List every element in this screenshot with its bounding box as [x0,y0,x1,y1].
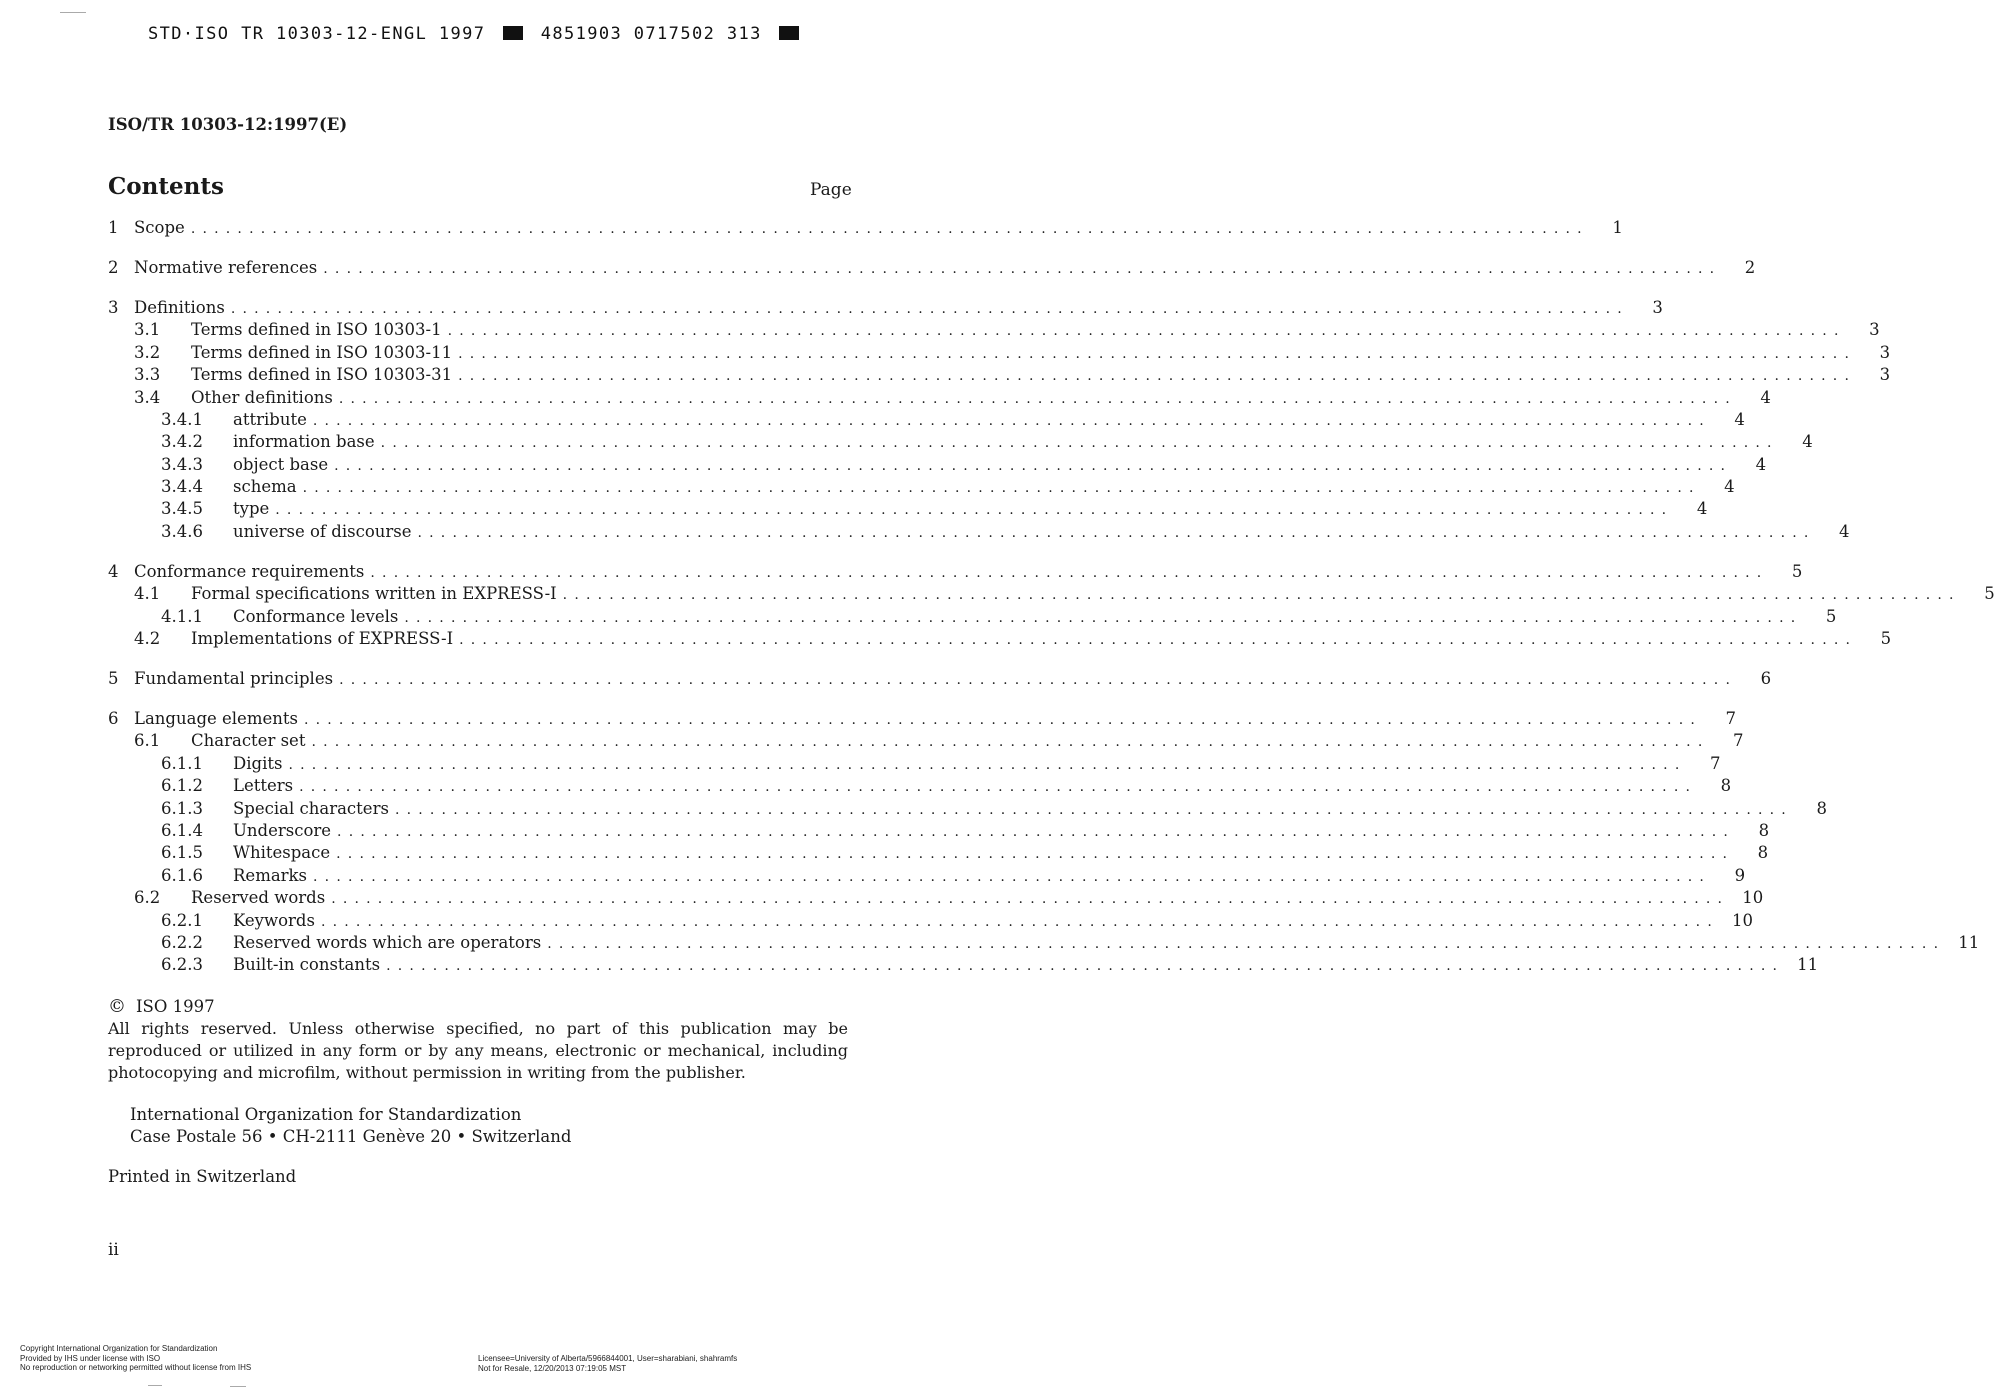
toc-title: object base [233,454,329,474]
toc-title: Special characters [233,798,389,818]
toc-title: Keywords [233,910,315,930]
toc-page: 5 [1791,561,1803,581]
toc-number: 6.1 [134,731,161,751]
copyright-symbol-icon: © [108,996,126,1017]
toc-page: 3 [1869,320,1880,340]
dot-leader: ........................................................................................................................ [394,801,1793,818]
dot-leader: ........................................................................................................................ [190,221,1589,237]
toc-title: Whitespace [233,843,331,863]
toc-entry[interactable] [108,910,1753,932]
table-of-contents [108,217,1995,977]
dot-leader: ........................................................................................................................ [380,435,1779,452]
toc-entry[interactable] [108,775,1732,797]
toc-entry[interactable] [108,606,1837,628]
dot-leader: ........................................................................................................................ [417,524,1816,541]
toc-entry[interactable] [108,954,1819,976]
toc-number: 6 [108,709,119,728]
toc-title: Letters [233,776,294,796]
toc-title: Other definitions [191,387,333,407]
toc-entry[interactable] [108,387,1771,409]
toc-page: 4 [1734,409,1745,429]
page-column-label: Page [810,180,852,200]
toc-number: 3.4.6 [161,521,203,541]
toc-entry[interactable] [108,498,1708,520]
toc-page: 3 [1879,365,1891,385]
toc-entry[interactable] [108,431,1813,453]
toc-number: 6.2.2 [161,932,203,952]
dot-leader: ........................................................................................................................ [312,412,1711,429]
toc-number: 3.4 [134,387,161,407]
dot-leader: ........................................................................................................................ [458,345,1857,362]
dot-leader: ........................................................................................................................ [313,868,1712,885]
dot-leader: ........................................................................................................................ [459,632,1858,649]
toc-entry[interactable] [108,319,1880,341]
toc-title: Scope [134,218,185,237]
dot-leader: ........................................................................................................................ [339,672,1738,689]
header-stamp [148,24,805,44]
toc-title: Conformance levels [233,606,399,626]
toc-number: 5 [108,669,119,689]
toc-page: 8 [1720,776,1732,796]
toc-title: Terms defined in ISO 10303-11 [191,342,453,362]
dot-leader: ........................................................................................................................ [547,935,1946,952]
toc-entry[interactable] [108,628,1892,650]
dot-leader: ........................................................................................................................ [447,323,1846,340]
toc-entry[interactable] [108,798,1827,820]
toc-title: Terms defined in ISO 10303-31 [191,365,453,385]
dot-leader: ........................................................................................................................ [562,587,1961,604]
footer-line: Licensee=University of Alberta/5966844001, User=sharabiani, shahramfs [478,1354,738,1363]
toc-number: 3.4.5 [161,499,203,519]
toc-page: 7 [1709,753,1721,773]
toc-entry[interactable] [108,887,1764,909]
footer-line: Provided by IHS under license with ISO [20,1353,161,1363]
toc-entry[interactable] [108,668,1772,690]
toc-number: 6.1.5 [161,843,203,863]
toc-page: 10 [1742,888,1764,908]
toc-entry[interactable] [108,297,1663,319]
toc-page: 11 [1797,955,1819,975]
toc-page: 4 [1755,454,1767,474]
toc-entry[interactable] [108,753,1721,775]
organization-block [130,1104,571,1148]
toc-title: universe of discourse [233,521,412,541]
dot-leader: ........................................................................................................................ [275,502,1674,519]
printed-in: Printed in Switzerland [108,1167,297,1186]
toc-number: 2 [108,257,119,277]
dot-leader: ........................................................................................................................ [320,913,1719,930]
toc-page: 4 [1724,477,1735,497]
dot-leader: ........................................................................................................................ [334,457,1733,474]
toc-title: schema [233,477,297,497]
toc-entry[interactable] [108,730,1744,752]
footer-line: Copyright International Organization for Standardization [20,1344,218,1353]
toc-number: 6.2.3 [161,955,203,975]
toc-page: 7 [1725,709,1736,728]
toc-entry[interactable] [108,342,1891,364]
toc-page: 7 [1732,731,1744,751]
toc-number: 4.1.1 [161,606,203,626]
toc-entry[interactable] [108,217,1623,239]
toc-entry[interactable] [108,257,1756,279]
toc-number: 3 [108,297,119,317]
dot-leader: ........................................................................................................................ [299,779,1698,796]
toc-title: Definitions [134,297,225,317]
page-number: ii [108,1240,119,1260]
toc-entry[interactable] [108,842,1769,864]
toc-page: 5 [1825,606,1837,626]
dot-leader: ........................................................................................................................ [331,891,1730,908]
copyright-holder: ISO 1997 [136,997,215,1016]
dot-leader: ........................................................................................................................ [311,734,1710,751]
contents-title: Contents [108,173,224,200]
toc-page: 4 [1696,499,1708,519]
toc-page: 6 [1760,669,1772,689]
toc-page: 4 [1802,432,1813,452]
toc-page: 4 [1839,521,1850,541]
toc-title: Remarks [233,865,308,885]
document-id: ISO/TR 10303-12:1997(E) [108,115,348,134]
toc-page: 10 [1731,910,1753,930]
toc-title: attribute [233,409,307,429]
toc-title: Digits [233,753,283,773]
footer-license-left [20,1344,251,1373]
toc-page: 3 [1879,342,1891,362]
toc-title: information base [233,432,375,452]
organization-name: International Organization for Standardization [130,1105,522,1124]
toc-title: Reserved words [191,888,326,908]
toc-title: type [233,499,270,519]
stamp-left-text: STD·ISO TR 10303-12-ENGL 1997 [148,24,486,44]
toc-number: 6.1.1 [161,753,203,773]
toc-number: 6.1.4 [161,820,203,840]
toc-number: 3.1 [134,320,161,340]
toc-title: Fundamental principles [134,669,334,689]
toc-number: 3.4.3 [161,454,203,474]
dot-leader: ........................................................................................................................ [230,300,1629,317]
toc-number: 6.1.2 [161,776,203,796]
dot-leader: ........................................................................................................................ [404,609,1803,626]
toc-page: 1 [1612,218,1623,237]
toc-number: 4.2 [134,629,161,649]
toc-number: 6.2 [134,888,161,908]
toc-page: 5 [1880,629,1892,649]
toc-page: 4 [1760,387,1771,407]
stamp-block-mark [779,26,799,40]
scan-speck [230,1386,246,1387]
dot-leader: ........................................................................................................................ [303,712,1702,728]
toc-number: 4.1 [134,584,161,604]
toc-entry[interactable] [108,476,1735,498]
toc-entry[interactable] [108,454,1767,476]
toc-title: Implementations of EXPRESS-I [191,629,454,649]
toc-page: 8 [1816,798,1827,818]
footer-line: Not for Resale, 12/20/2013 07:19:05 MST [478,1363,627,1373]
dot-leader: ........................................................................................................................ [302,480,1701,497]
dot-leader: ........................................................................................................................ [370,564,1769,581]
toc-entry[interactable] [108,521,1850,543]
dot-leader: ........................................................................................................................ [386,958,1785,975]
scan-speck [148,1385,162,1386]
organization-address: Case Postale 56 • CH-2111 Genève 20 • Switzerland [130,1127,572,1146]
toc-entry[interactable] [108,364,1891,386]
toc-number: 3.4.4 [161,477,203,497]
toc-entry[interactable] [108,561,1803,583]
copyright-line [108,996,215,1017]
toc-entry[interactable] [108,708,1736,730]
toc-title: Character set [191,731,306,751]
stamp-block-mark [503,26,523,40]
dot-leader: ........................................................................................................................ [323,260,1722,277]
toc-number: 3.3 [134,365,161,385]
dot-leader: ........................................................................................................................ [338,390,1737,407]
toc-entry[interactable] [108,583,1995,605]
toc-number: 3.2 [134,342,161,362]
toc-number: 3.4.2 [161,432,203,452]
dot-leader: ........................................................................................................................ [288,756,1687,773]
toc-title: Conformance requirements [134,561,365,581]
dot-leader: ........................................................................................................................ [337,823,1736,840]
toc-title: Language elements [134,709,298,728]
toc-number: 6.2.1 [161,910,203,930]
toc-number: 6.1.3 [161,798,203,818]
toc-page: 11 [1958,932,1980,952]
toc-title: Terms defined in ISO 10303-1 [191,320,442,340]
toc-title: Underscore [233,820,332,840]
toc-title: Normative references [134,257,318,277]
toc-page: 5 [1984,584,1995,604]
footer-line: No reproduction or networking permitted without license from IHS [20,1363,252,1373]
toc-entry[interactable] [108,409,1745,431]
stamp-right-text: 4851903 0717502 313 [540,24,762,44]
toc-page: 2 [1744,257,1756,277]
toc-title: Built-in constants [233,955,381,975]
toc-number: 6.1.6 [161,865,203,885]
toc-page: 8 [1758,820,1770,840]
toc-number: 4 [108,561,119,581]
toc-number: 1 [108,218,119,237]
dot-leader: ........................................................................................................................ [336,846,1735,863]
dot-leader: ........................................................................................................................ [458,368,1857,385]
toc-title: Formal specifications written in EXPRESS-I [191,584,557,604]
toc-page: 9 [1734,865,1746,885]
toc-title: Reserved words which are operators [233,932,542,952]
toc-number: 3.4.1 [161,409,203,429]
rights-statement: All rights reserved. Unless otherwise specified, no part of this publication may be reproduced or utilized in any form or by any means, electronic or mechanical, including photocopying and microfilm, without permission in writing from the publisher. [108,1019,848,1082]
scan-speck [60,12,86,13]
toc-entry[interactable] [108,932,1980,954]
toc-page: 3 [1652,297,1663,317]
toc-page: 8 [1757,843,1769,863]
toc-entry[interactable] [108,820,1770,842]
footer-license-right [478,1354,737,1373]
toc-entry[interactable] [108,865,1746,887]
